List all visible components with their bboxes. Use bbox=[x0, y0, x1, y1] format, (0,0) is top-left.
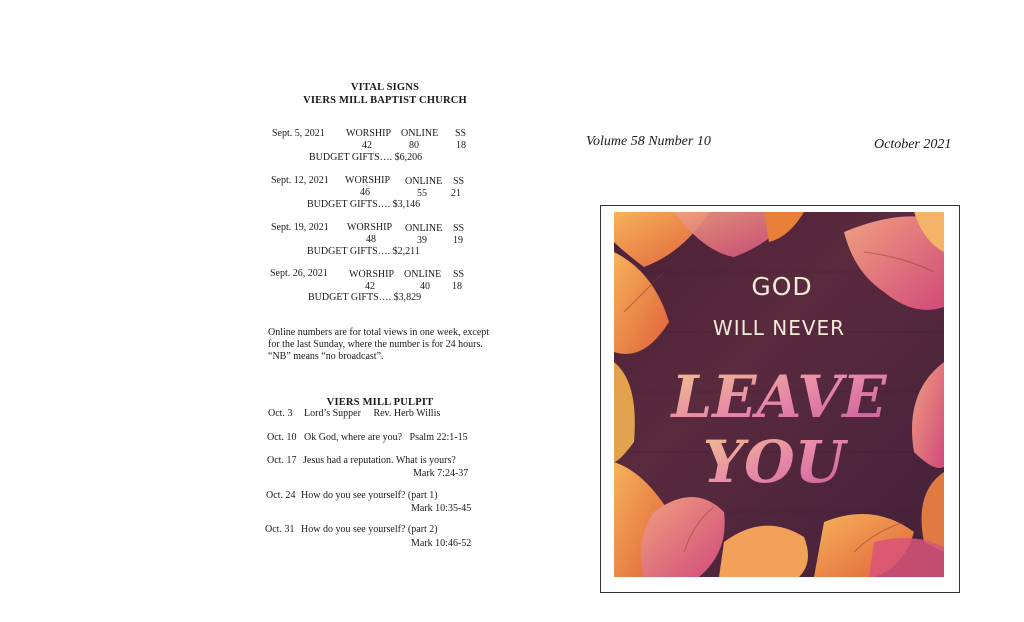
worship-label: WORSHIP bbox=[345, 175, 391, 186]
budget-gifts: BUDGET GIFTS…. $6,206 bbox=[309, 152, 423, 163]
week-date: Sept. 26, 2021 bbox=[270, 268, 328, 279]
sermon-title: How do you see yourself? (part 1) bbox=[301, 490, 438, 501]
ss-count: 18 bbox=[452, 281, 462, 292]
note-line: “NB” means “no broadcast”. bbox=[268, 351, 384, 362]
church-name: VIERS MILL BAPTIST CHURCH bbox=[303, 95, 467, 106]
sermon-reference: Mark 10:46-52 bbox=[411, 538, 472, 549]
online-label: ONLINE bbox=[405, 223, 443, 234]
sermon-title: Jesus had a reputation. What is yours? bbox=[303, 455, 456, 466]
sermon-date: Oct. 10 bbox=[267, 432, 297, 443]
sermon-title: How do you see yourself? (part 2) bbox=[301, 524, 438, 535]
sermon-date: Oct. 3 bbox=[268, 408, 293, 419]
worship-label: WORSHIP bbox=[346, 128, 392, 139]
sermon-date: Oct. 17 bbox=[267, 455, 297, 466]
ss-count: 21 bbox=[451, 188, 461, 199]
note-line: for the last Sunday, where the number is for 24 hours. bbox=[268, 339, 483, 350]
online-count: 80 bbox=[409, 140, 419, 151]
week-date: Sept. 5, 2021 bbox=[272, 128, 325, 139]
ss-count: 18 bbox=[456, 140, 466, 151]
online-count: 39 bbox=[417, 235, 427, 246]
vital-signs-title: VITAL SIGNS bbox=[350, 82, 420, 93]
ss-label: SS bbox=[453, 269, 465, 280]
autumn-leaves-illustration bbox=[614, 212, 944, 577]
picture-line-god: GOD bbox=[751, 272, 813, 301]
budget-gifts: BUDGET GIFTS…. $3,146 bbox=[307, 199, 421, 210]
cover-picture bbox=[614, 212, 944, 577]
online-label: ONLINE bbox=[401, 128, 439, 139]
online-count: 55 bbox=[417, 188, 427, 199]
volume-number: Volume 58 Number 10 bbox=[586, 134, 711, 149]
budget-gifts: BUDGET GIFTS…. $3,829 bbox=[308, 292, 422, 303]
ss-label: SS bbox=[453, 223, 465, 234]
sermon-date: Oct. 31 bbox=[265, 524, 295, 535]
week-date: Sept. 12, 2021 bbox=[271, 175, 329, 186]
pulpit-title: VIERS MILL PULPIT bbox=[326, 397, 434, 408]
worship-label: WORSHIP bbox=[349, 269, 395, 280]
note-line: Online numbers are for total views in one week, except bbox=[268, 327, 490, 338]
budget-gifts: BUDGET GIFTS…. $2,211 bbox=[307, 246, 420, 257]
week-date: Sept. 19, 2021 bbox=[271, 222, 329, 233]
worship-count: 42 bbox=[365, 281, 375, 292]
sermon-date: Oct. 24 bbox=[266, 490, 296, 501]
worship-count: 46 bbox=[360, 187, 370, 198]
issue-date: October 2021 bbox=[874, 137, 952, 152]
online-note bbox=[268, 327, 508, 363]
worship-count: 48 bbox=[366, 234, 376, 245]
ss-count: 19 bbox=[453, 235, 463, 246]
picture-line-will-never: WILL NEVER bbox=[712, 316, 846, 340]
sermon-reference: Mark 10:35-45 bbox=[411, 503, 472, 514]
online-count: 40 bbox=[420, 281, 430, 292]
picture-line-leave: LEAVE bbox=[671, 363, 887, 431]
ss-label: SS bbox=[455, 128, 467, 139]
sermon-title: Ok God, where are you? Psalm 22:1-15 bbox=[304, 432, 468, 443]
worship-count: 42 bbox=[362, 140, 372, 151]
worship-label: WORSHIP bbox=[347, 222, 393, 233]
sermon-reference: Mark 7:24-37 bbox=[413, 468, 469, 479]
sermon-title: Lord’s Supper Rev. Herb Willis bbox=[304, 408, 441, 419]
online-label: ONLINE bbox=[405, 176, 443, 187]
ss-label: SS bbox=[453, 176, 465, 187]
online-label: ONLINE bbox=[404, 269, 442, 280]
picture-line-you: YOU bbox=[702, 428, 846, 496]
